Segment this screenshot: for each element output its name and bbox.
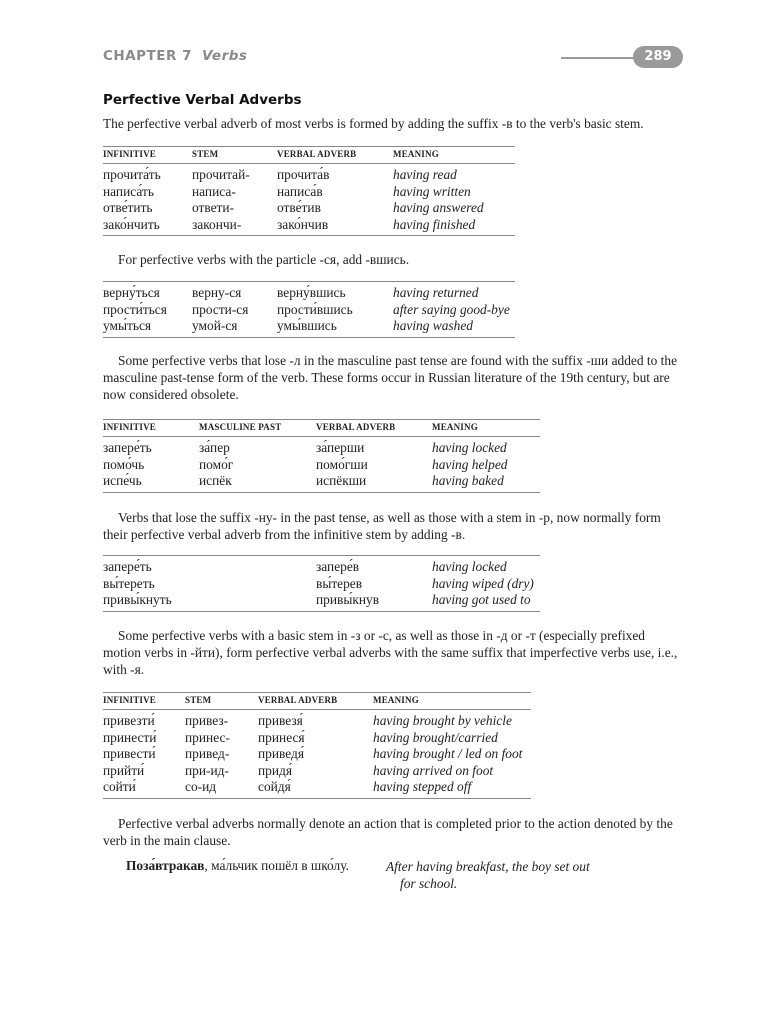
infinitive: вы́тереть [103, 575, 155, 591]
example-russian-rest: , ма́льчик пошёл в шко́лу. [204, 858, 349, 873]
table-row [103, 440, 540, 457]
meaning: having read [393, 167, 457, 182]
infinitive: отве́тить [103, 200, 153, 215]
col-masculine-past: MASCULINE PAST [199, 422, 282, 432]
stem: прости-ся [192, 301, 249, 317]
stem: закончи- [192, 216, 242, 232]
meaning: having wiped (dry) [432, 575, 534, 591]
meaning: having arrived on foot [373, 762, 494, 778]
infinitive: привести́ [103, 746, 156, 761]
stem: привез- [185, 713, 229, 728]
stem: ответи- [192, 200, 235, 215]
meaning: having answered [393, 200, 484, 215]
masculine-past: помо́г [199, 456, 234, 472]
verbal-adverb: отве́тив [277, 200, 321, 215]
infinitive: прийти́ [103, 762, 145, 778]
paragraph-obsolete: Some perfective verbs that lose -л in the masculine past tense are found with the suffix -ши added to the masculine past-tense form of the verb. These forms occur in Russian literature of the 19th century, but are now considered obsolete. [103, 353, 678, 402]
chapter-number: CHAPTER 7 [103, 48, 192, 64]
verbal-adverb: принеся́ [258, 729, 305, 745]
section-title: Perfective Verbal Adverbs [103, 92, 302, 108]
verbal-adverb: вы́терев [316, 575, 363, 591]
example-english-line1: After having breakfast, the boy set out [386, 859, 590, 874]
meaning: having baked [432, 473, 504, 488]
table-row [103, 592, 540, 609]
verbal-adverb: зако́нчив [277, 216, 329, 232]
table-basic-stems [103, 146, 515, 236]
meaning: having got used to [432, 592, 531, 607]
verbal-adverb: умы́вшись [277, 318, 337, 333]
verbal-adverb: привы́кнув [316, 592, 380, 607]
verbal-adverb: придя́ [258, 762, 292, 778]
table-row [103, 576, 540, 593]
table-nu-verbs [103, 555, 540, 612]
meaning: having brought / led on foot [373, 746, 523, 761]
meaning: having helped [432, 456, 508, 472]
table-row [103, 457, 540, 474]
col-infinitive: INFINITIVE [103, 422, 157, 432]
masculine-past: за́пер [199, 440, 230, 455]
col-meaning: MEANING [373, 695, 419, 705]
table-row [103, 473, 540, 490]
example-english-line2: for school. [400, 876, 458, 891]
table-header [103, 147, 515, 164]
verbal-adverb: прочита́в [277, 167, 330, 182]
col-verbal-adverb: VERBAL ADVERB [258, 695, 338, 705]
col-stem: STEM [185, 695, 212, 705]
example-bold-word: Поза́втракав [126, 858, 205, 873]
meaning: having locked [432, 559, 507, 574]
table-header [103, 420, 540, 437]
table-ya-suffix [103, 692, 531, 799]
chapter-title: Verbs [201, 48, 248, 64]
table-row [103, 763, 531, 780]
verbal-adverb: прости́вшись [277, 301, 353, 317]
infinitive: верну́ться [103, 285, 160, 300]
paragraph-reflexive: For perfective verbs with the particle -ся, add -вшись. [118, 252, 410, 267]
meaning: having brought by vehicle [373, 713, 512, 728]
stem: умой-ся [192, 318, 238, 333]
meaning: having washed [393, 318, 473, 333]
verbal-adverb: приведя́ [258, 746, 305, 761]
col-verbal-adverb: VERBAL ADVERB [316, 422, 396, 432]
col-stem: STEM [192, 149, 219, 159]
page-header [103, 46, 683, 70]
table-obsolete [103, 419, 540, 493]
col-infinitive: INFINITIVE [103, 149, 157, 159]
meaning: having finished [393, 216, 476, 232]
table-row [103, 730, 531, 747]
infinitive: испе́чь [103, 473, 142, 488]
table-header [103, 693, 531, 710]
meaning: after saying good-bye [393, 301, 510, 317]
stem: принес- [185, 729, 230, 745]
col-meaning: MEANING [393, 149, 439, 159]
stem: верну-ся [192, 285, 242, 300]
stem: при-ид- [185, 762, 229, 778]
paragraph-nu-verbs: Verbs that lose the suffix -ну- in the past tense, as well as those with a stem in -р, now normally form their perfective verbal adverb from the infinitive stem by adding -в. [103, 510, 661, 542]
verbal-adverb: сойдя́ [258, 779, 291, 794]
table-row [103, 559, 540, 576]
infinitive: запере́ть [103, 440, 152, 455]
table-row [103, 302, 515, 319]
chapter-label [103, 48, 247, 64]
table-row [103, 217, 515, 234]
example-english [386, 858, 590, 892]
infinitive: прочита́ть [103, 167, 161, 182]
infinitive: помо́чь [103, 456, 145, 472]
masculine-past: испёк [199, 473, 232, 488]
table-row [103, 285, 515, 302]
page-number-badge: 289 [633, 46, 683, 68]
meaning: having locked [432, 440, 507, 455]
intro-paragraph: The perfective verbal adverb of most verbs is formed by adding the suffix -в to the verb's basic stem. [103, 116, 644, 131]
infinitive: написа́ть [103, 183, 154, 199]
infinitive: сойти́ [103, 779, 136, 794]
verbal-adverb: привезя́ [258, 713, 303, 728]
infinitive: запере́ть [103, 559, 152, 574]
meaning: having returned [393, 285, 479, 300]
col-infinitive: INFINITIVE [103, 695, 157, 705]
verbal-adverb: верну́вшись [277, 285, 346, 300]
table-row [103, 318, 515, 335]
example-russian [126, 858, 349, 874]
infinitive: привы́кнуть [103, 592, 172, 607]
infinitive: умы́ться [103, 318, 152, 333]
col-verbal-adverb: VERBAL ADVERB [277, 149, 357, 159]
table-row [103, 200, 515, 217]
meaning: having written [393, 183, 471, 199]
infinitive: зако́нчить [103, 216, 160, 232]
meaning: having stepped off [373, 779, 472, 794]
table-row [103, 713, 531, 730]
infinitive: привезти́ [103, 713, 155, 728]
paragraph-prior-action: Perfective verbal adverbs normally denote an action that is completed prior to the action denoted by the verb in the main clause. [103, 816, 673, 848]
table-row [103, 167, 515, 184]
verbal-adverb: за́перши [316, 440, 365, 455]
table-row [103, 779, 531, 796]
stem: написа- [192, 183, 236, 199]
stem: прочитай- [192, 167, 250, 182]
col-meaning: MEANING [432, 422, 478, 432]
infinitive: принести́ [103, 729, 157, 745]
table-row [103, 746, 531, 763]
stem: привед- [185, 746, 230, 761]
verbal-adverb: написа́в [277, 183, 323, 199]
verbal-adverb: запере́в [316, 559, 360, 574]
table-reflexive [103, 281, 515, 338]
meaning: having brought/carried [373, 729, 498, 745]
verbal-adverb: помо́гши [316, 456, 368, 472]
stem: со-ид [185, 779, 217, 794]
infinitive: прости́ться [103, 301, 167, 317]
table-row [103, 184, 515, 201]
paragraph-ya-suffix: Some perfective verbs with a basic stem in -з or -с, as well as those in -д or -т (especially prefixed motion verbs in -йти), form perfective verbal adverbs with the same suffix that imperfective verbs use, i.e., with -я. [103, 628, 678, 677]
verbal-adverb: испёкши [316, 473, 367, 488]
